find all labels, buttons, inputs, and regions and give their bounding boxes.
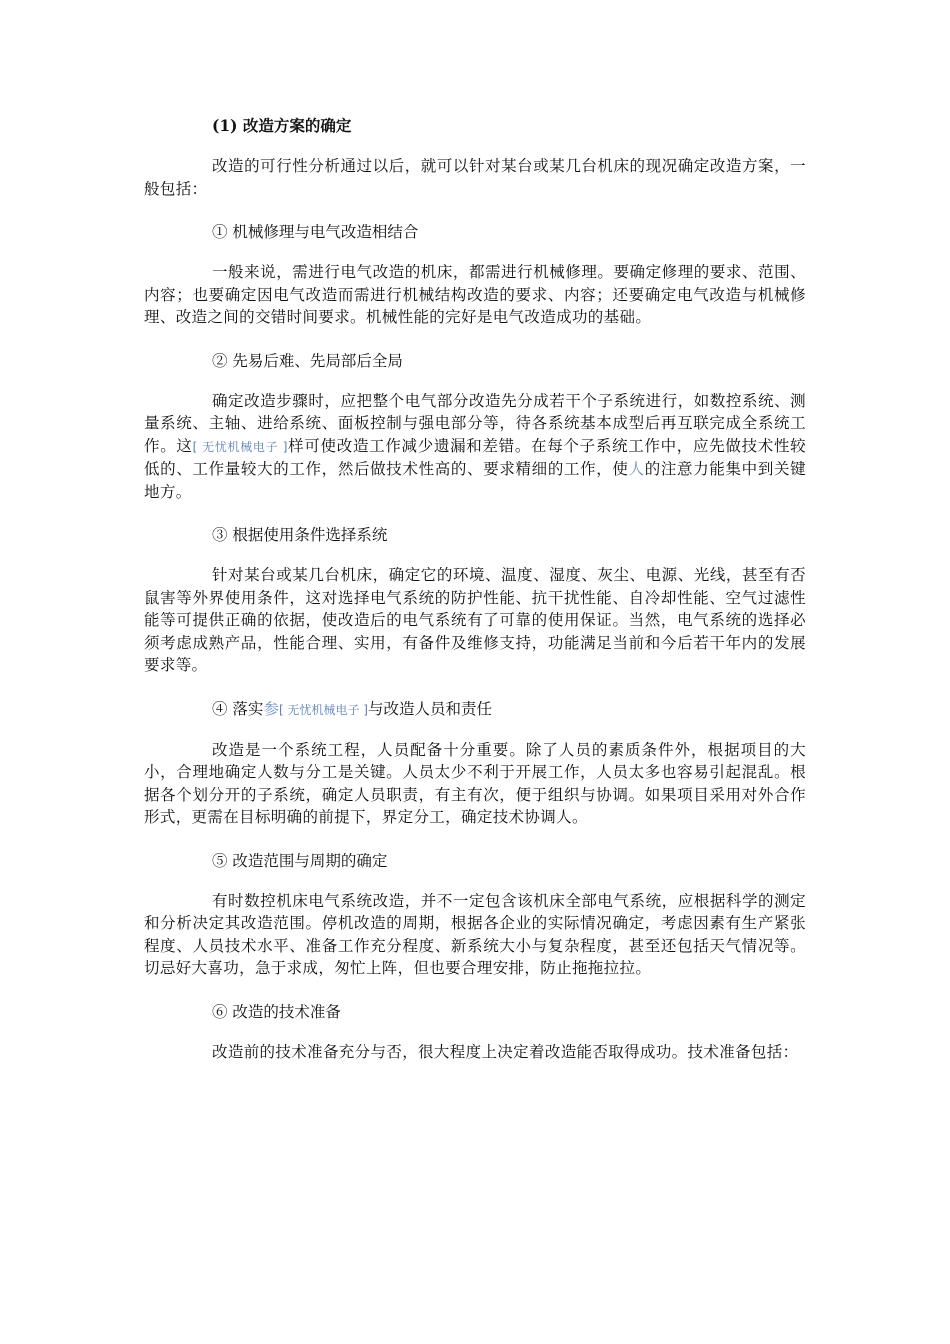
item-2-body xyxy=(144,390,806,504)
item-4-title-part2: 与改造人员和责任 xyxy=(367,699,492,718)
item-3-body: 针对某台或某几台机床，确定它的环境、温度、湿度、灰尘、电源、光线，甚至有否鼠害等外界使用条件，这对选择电气系统的防护性能、抗干扰性能、自冷却性能、空气过滤性能等可提供正确的依据，使改造后的电气系统有了可靠的使用保证。当然，电气系统的选择必须考虑成熟产品，性能合理、实用，有备件及维修支持，功能满足当前和今后若干年内的发展要求等。 xyxy=(144,566,806,674)
section-heading: (1) 改造方案的确定 xyxy=(212,116,352,135)
watermark-char: 参 xyxy=(263,699,279,718)
item-6-title: ⑥ 改造的技术准备 xyxy=(212,1002,341,1021)
item-5-title: ⑤ 改造范围与周期的确定 xyxy=(212,851,388,870)
item-2-body-part3: 的注意力能集中到关键地方。 xyxy=(144,460,806,501)
item-4-title xyxy=(212,695,806,724)
item-5-body: 有时数控机床电气系统改造，并不一定包含该机床全部电气系统，应根据科学的测定和分析决定其改造范围。停机改造的周期，根据各企业的实际情况确定，考虑因素有生产紧张程度、人员技术水平、准备工作充分程度、新系统大小与复杂程度，甚至还包括天气情况等。切忌好大喜功，急于求成，匆忙上阵，但也要合理安排，防止拖拖拉拉。 xyxy=(144,891,806,977)
item-2-body-part2: 样可使改造工作减少遗漏和差错。在每个子系统工作中，应先做技术性较低的、工作量较大的工作，然后做技术性高的、要求精细的工作，使 xyxy=(144,436,806,478)
item-1-title: ① 机械修理与电气改造相结合 xyxy=(212,223,419,241)
intro-paragraph: 改造的可行性分析通过以后，就可以针对某台或某几台机床的现况确定改造方案，一般包括： xyxy=(144,157,806,198)
item-6-body: 改造前的技术准备充分与否，很大程度上决定着改造能否取得成功。技术准备包括： xyxy=(212,1042,799,1061)
item-4-body: 改造是一个系统工程，人员配备十分重要。除了人员的素质条件外，根据项目的大小，合理地确定人数与分工是关键。人员太少不利于开展工作，人员太多也容易引起混乱。根据各个划分开的子系统，确定人员职责，有主有次，便于组织与协调。如果项目采用对外合作形式，更需在目标明确的前提下，界定分工，确定技术协调人。 xyxy=(144,740,806,826)
watermark-text: [ 无忧机械电子 ] xyxy=(278,702,368,717)
item-4-title-part1: ④ 落实 xyxy=(212,699,264,718)
watermark-char: 人 xyxy=(628,460,645,478)
document-body xyxy=(144,112,806,1063)
item-2-title: ② 先易后难、先局部后全局 xyxy=(212,351,403,370)
item-1-body: 一般来说，需进行电气改造的机床，都需进行机械修理。要确定修理的要求、范围、内容；也要确定因电气改造而需进行机械结构改造的要求、内容；还要确定电气改造与机械修理、改造之间的交错时间要求。机械性能的完好是电气改造成功的基础。 xyxy=(144,263,806,326)
watermark-text: [ 无忧机械电子 ] xyxy=(192,439,288,454)
item-2-body-part1: 确定改造步骤时，应把整个电气部分改造先分成若干个子系统进行，如数控系统、测量系统、主轴、进给系统、面板控制与强电部分等，待各系统基本成型后再互联完成全系统工作。这 xyxy=(144,391,806,455)
item-3-title: ③ 根据使用条件选择系统 xyxy=(212,526,388,544)
